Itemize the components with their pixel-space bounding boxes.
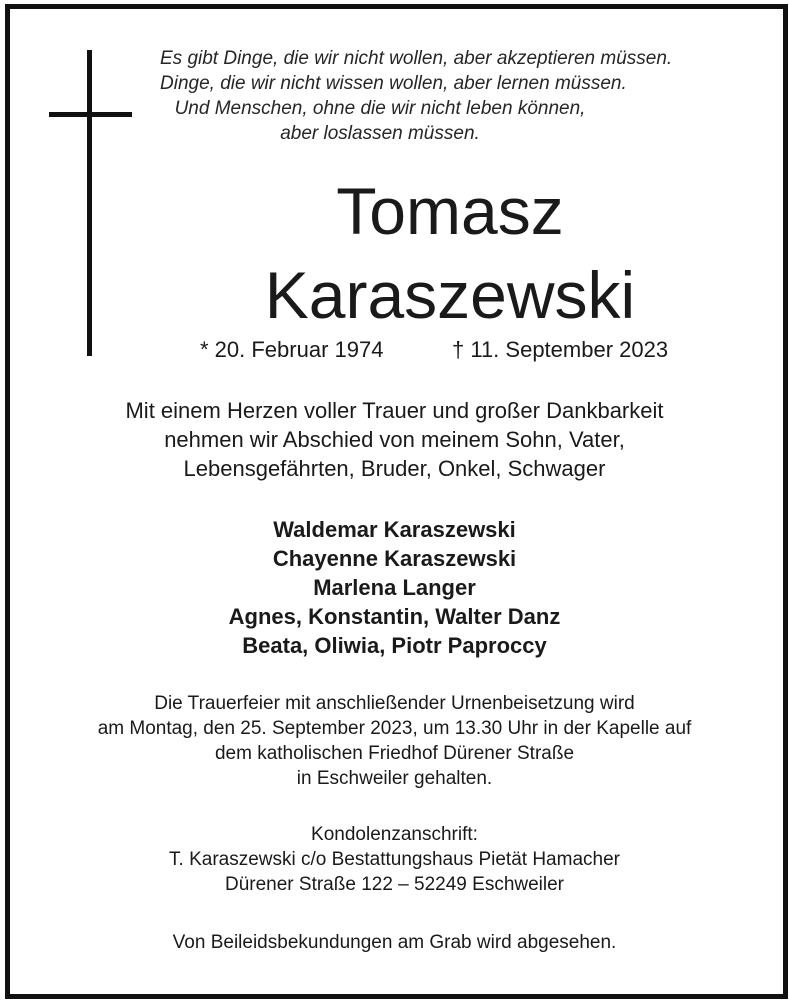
mourner-name: Marlena Langer bbox=[313, 575, 476, 600]
quote-line: Es gibt Dinge, die wir nicht wollen, aber akzeptieren müssen. bbox=[160, 48, 673, 69]
quote-line: aber loslassen müssen. bbox=[280, 123, 480, 144]
quote-line: Dinge, die wir nicht wissen wollen, aber lernen müssen. bbox=[160, 73, 627, 94]
intro-line: Mit einem Herzen voller Trauer und großer Dankbarkeit bbox=[125, 398, 664, 423]
condolence-heading: Kondolenzanschrift: bbox=[311, 824, 478, 845]
death-date: † 11. September 2023 bbox=[452, 337, 669, 362]
deceased-first-name: Tomasz bbox=[336, 174, 564, 248]
ceremony-line: Die Trauerfeier mit anschließender Urnenbeisetzung wird bbox=[154, 693, 635, 714]
mourner-name: Beata, Oliwia, Piotr Paproccy bbox=[242, 633, 547, 658]
mourner-name: Agnes, Konstantin, Walter Danz bbox=[228, 604, 561, 629]
ceremony-info bbox=[20, 691, 769, 791]
intro-line: nehmen wir Abschied von meinem Sohn, Vater, bbox=[164, 427, 625, 452]
ceremony-line: in Eschweiler gehalten. bbox=[296, 768, 493, 789]
intro-text bbox=[20, 396, 769, 483]
deceased-last-name: Karaszewski bbox=[264, 258, 636, 332]
quote-line: Und Menschen, ohne die wir nicht leben können, bbox=[174, 98, 586, 119]
intro-line: Lebensgefährten, Bruder, Onkel, Schwager bbox=[183, 456, 606, 481]
mourner-name: Chayenne Karaszewski bbox=[272, 546, 517, 571]
cross-horizontal-bar bbox=[49, 112, 132, 117]
condolence-line: Dürener Straße 122 – 52249 Eschweiler bbox=[224, 874, 565, 895]
ceremony-line: dem katholischen Friedhof Dürener Straße bbox=[214, 743, 575, 764]
condolence-line: T. Karaszewski c/o Bestattungshaus Pietät Hamacher bbox=[169, 849, 620, 870]
mourners-list bbox=[20, 515, 769, 660]
cross-vertical-bar bbox=[87, 50, 92, 356]
ceremony-line: am Montag, den 25. September 2023, um 13.30 Uhr in der Kapelle auf bbox=[97, 718, 692, 739]
birth-date: * 20. Februar 1974 bbox=[200, 337, 384, 362]
mourner-name: Waldemar Karaszewski bbox=[273, 517, 516, 542]
quote bbox=[160, 46, 673, 146]
condolence-address bbox=[20, 822, 769, 897]
closing-note: Von Beileidsbekundungen am Grab wird abgesehen. bbox=[172, 932, 617, 953]
